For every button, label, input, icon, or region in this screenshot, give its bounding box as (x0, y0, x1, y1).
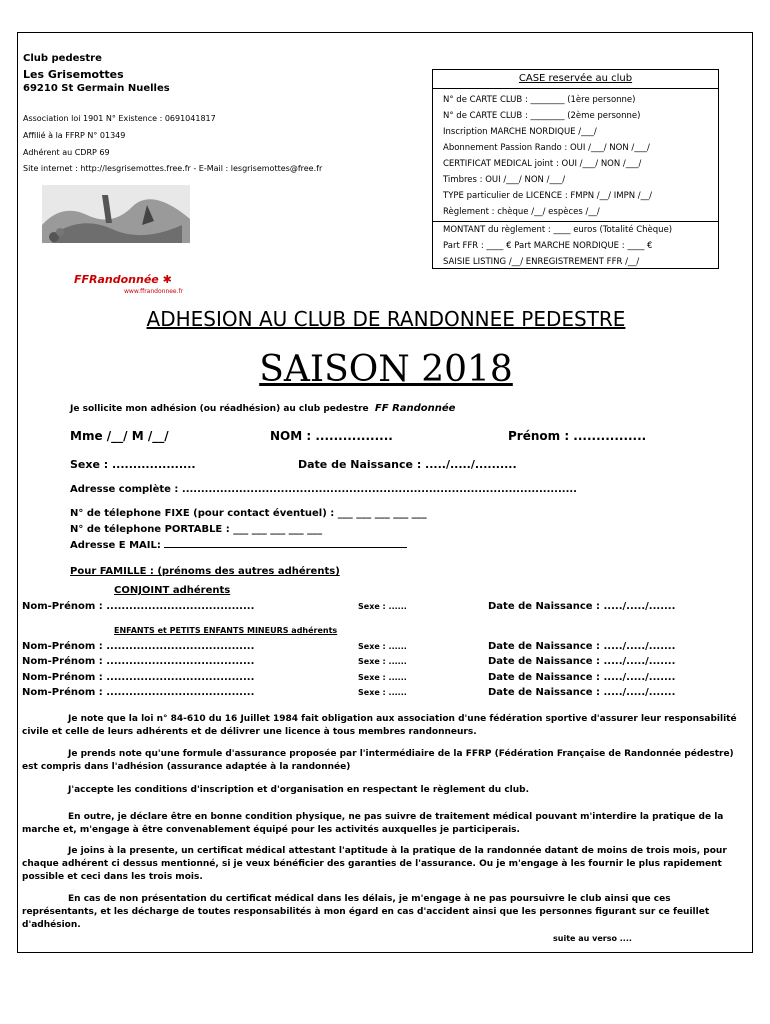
club-assoc: Association loi 1901 N° Existence : 0691041817 (23, 114, 216, 123)
address-field[interactable]: Adresse complète : ........................................................................................................ (70, 484, 577, 495)
ffrandonnee-logo (42, 185, 190, 271)
case-row: Règlement : chèque /__/ espèces /__/ (443, 207, 600, 217)
season-title: SAISON 2018 (259, 349, 513, 390)
case-row: N° de CARTE CLUB : ________ (1ère personne) (443, 95, 636, 105)
legal-paragraph: J'accepte les conditions d'inscription et d'organisation en respectant le règlement du club. (68, 785, 530, 795)
case-row: CERTIFICAT MEDICAL joint : OUI /___/ NON /___/ (443, 159, 642, 169)
enfant-date-field[interactable]: Date de Naissance : ...../...../....... (488, 656, 676, 667)
enfant-date-field[interactable]: Date de Naissance : ...../...../....... (488, 672, 676, 683)
enfant-date-field[interactable]: Date de Naissance : ...../...../....... (488, 641, 676, 652)
club-affil: Affilié à la FFRP N° 01349 (23, 131, 126, 140)
enfant-sexe-field[interactable]: Sexe : ...... (358, 657, 407, 666)
club-line1: Club pedestre (23, 53, 102, 64)
enfants-heading: ENFANTS et PETITS ENFANTS MINEURS adhérents (114, 626, 338, 635)
email-field[interactable]: Adresse E MAIL: (70, 540, 407, 551)
legal-paragraph: En cas de non présentation du certificat médical dans les délais, je m'engage à ne pas poursuivre le club ainsi que ces représentants, et les décharge de toutes responsabilités à mon égard en cas d'accident ainsi que les personnes figurant sur ce feuillet d'adhésion. (22, 894, 710, 930)
legal-paragraph: En outre, je déclare être en bonne condition physique, ne pas suivre de traitement médical pouvant m'interdire la pratique de la marche et, m'engage à être convenablement équipé pour les activités auxquelles je participerais. (22, 812, 724, 835)
famille-heading: Pour FAMILLE : (prénoms des autres adhérents) (70, 566, 340, 577)
enfant-nom-field[interactable]: Nom-Prénom : ....................................... (22, 641, 255, 652)
case-row: Inscription MARCHE NORDIQUE /___/ (443, 127, 597, 137)
conjoint-heading: CONJOINT adhérents (114, 585, 231, 596)
form-title: ADHESION AU CLUB DE RANDONNEE PEDESTRE (146, 307, 626, 331)
form-page (17, 32, 753, 953)
conjoint-sexe-field[interactable]: Sexe : ...... (358, 602, 407, 611)
case-row: Timbres : OUI /___/ NON /___/ (443, 175, 566, 185)
enfant-nom-field[interactable]: Nom-Prénom : ....................................... (22, 656, 255, 667)
tel-portable-field[interactable]: N° de télephone PORTABLE : ___ ___ ___ ___ ___ (70, 524, 323, 535)
club-address: 69210 St Germain Nuelles (23, 83, 170, 94)
legal-paragraph: Je note que la loi n° 84-610 du 16 Juillet 1984 fait obligation aux association d'une fédération sportive d'assurer leur responsabilité civile et celle de leurs adhérents et de délivrer une licence à tous membres randonneurs. (22, 714, 737, 737)
enfant-sexe-field[interactable]: Sexe : ...... (358, 688, 407, 697)
case-row: SAISIE LISTING /__/ ENREGISTREMENT FFR /__/ (443, 257, 640, 267)
case-row: TYPE particulier de LICENCE : FMPN /__/ IMPN /__/ (443, 191, 652, 201)
enfant-sexe-field[interactable]: Sexe : ...... (358, 642, 407, 651)
conjoint-nom-field[interactable]: Nom-Prénom : ....................................... (22, 601, 255, 612)
nom-field[interactable]: NOM : ................. (270, 429, 393, 443)
legal-paragraph: Je prends note qu'une formule d'assurance proposée par l'intermédiaire de la FFRP (Fédération Française de Randonnée pédestre) est compris dans l'adhésion (assurance adaptée à la randonnée) (22, 749, 734, 772)
logo-url: www.ffrandonnee.fr (124, 288, 184, 295)
logo-brand: FFRandonnée ✱ (74, 273, 172, 286)
email-line (164, 547, 407, 548)
case-row: Abonnement Passion Rando : OUI /___/ NON /___/ (443, 143, 650, 153)
case-row: MONTANT du règlement : ____ euros (Totalité Chèque) (443, 225, 673, 235)
club-cdrp: Adhérent au CDRP 69 (23, 148, 110, 157)
enfant-nom-field[interactable]: Nom-Prénom : ....................................... (22, 687, 255, 698)
enfant-date-field[interactable]: Date de Naissance : ...../...../....... (488, 687, 676, 698)
civility-field[interactable]: Mme /__/ M /__/ (70, 429, 169, 443)
case-title: CASE reservée au club (433, 70, 718, 89)
prenom-field[interactable]: Prénom : ................ (508, 429, 647, 443)
suite-verso: suite au verso .... (553, 934, 632, 943)
tel-fixe-field[interactable]: N° de télephone FIXE (pour contact éventuel) : ___ ___ ___ ___ ___ (70, 508, 427, 519)
club-reserved-box (432, 69, 719, 269)
legal-paragraph: Je joins à la presente, un certificat médical attestant l'aptitude à la pratique de la randonnée datant de moins de trois mois, pour chaque adhérent ci dessus mentionné, si je veux bénéficier des garanties de l'assurance. Ou je m'engage à les fournir le plus rapidement possible et ceci dans les trois mois. (22, 846, 727, 882)
enfant-nom-field[interactable]: Nom-Prénom : ....................................... (22, 672, 255, 683)
solicit-text: Je sollicite mon adhésion (ou réadhésion) au club pedestre FF Randonnée (70, 403, 456, 414)
case-row: Part FFR : ____ € Part MARCHE NORDIQUE : ____ € (443, 241, 653, 251)
birthdate-field[interactable]: Date de Naissance : ...../...../.......... (298, 458, 517, 471)
case-row: N° de CARTE CLUB : ________ (2ème personne) (443, 111, 641, 121)
club-name: Les Grisemottes (23, 68, 124, 81)
case-separator (433, 221, 718, 222)
enfant-sexe-field[interactable]: Sexe : ...... (358, 673, 407, 682)
hiker-icon: ✱ (162, 273, 172, 286)
club-site: Site internet : http://lesgrisemottes.free.fr - E-Mail : lesgrisemottes@free.fr (23, 164, 323, 173)
conjoint-date-field[interactable]: Date de Naissance : ...../...../....... (488, 601, 676, 612)
sexe-field[interactable]: Sexe : .................... (70, 458, 196, 471)
